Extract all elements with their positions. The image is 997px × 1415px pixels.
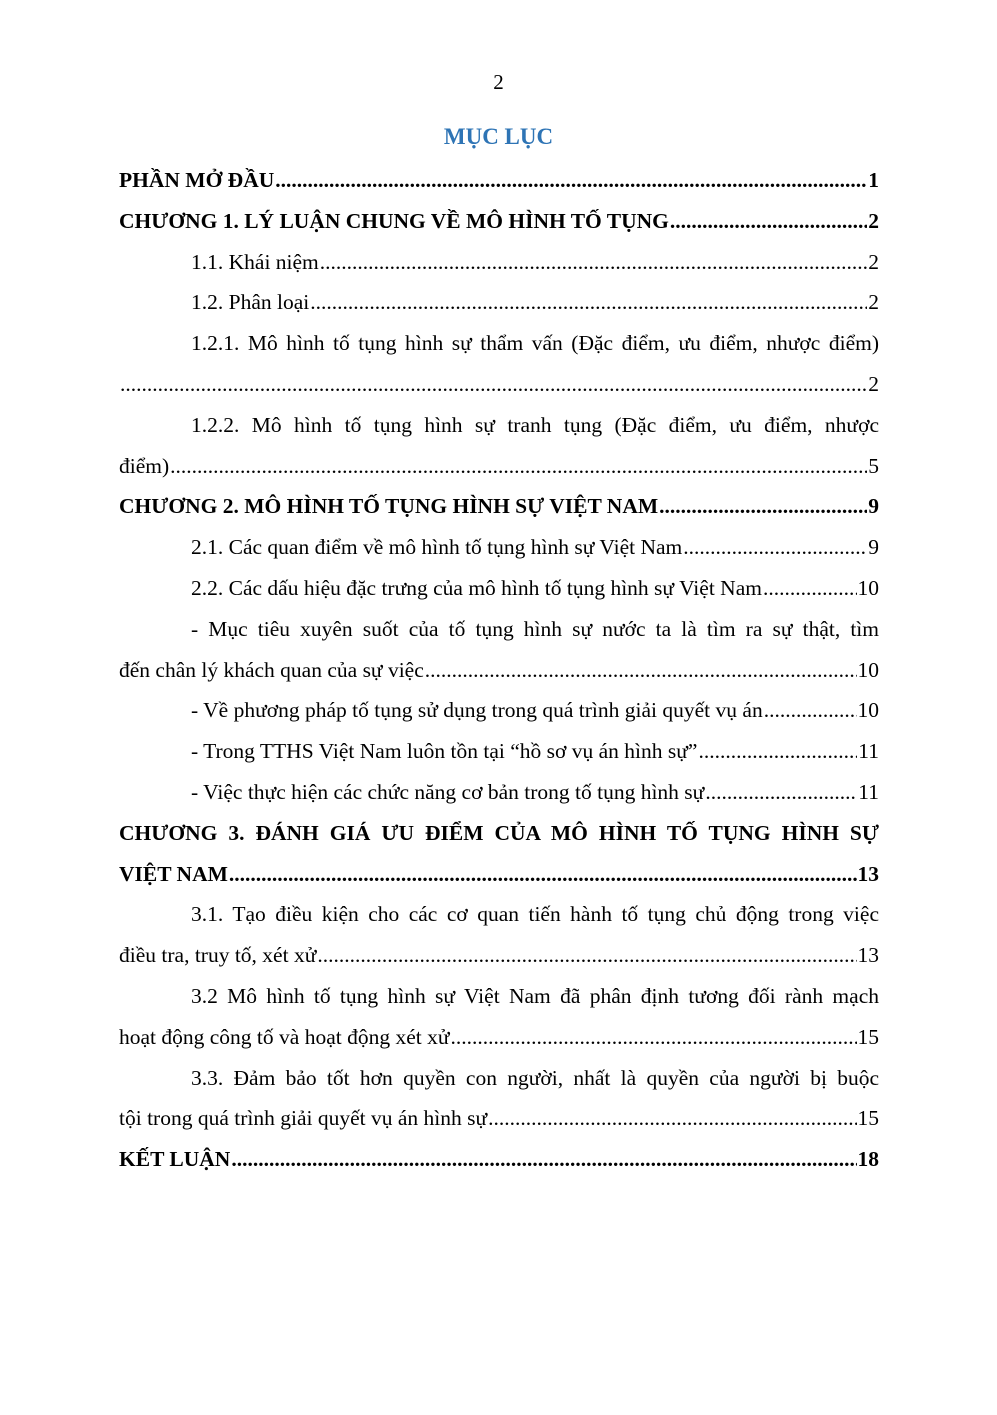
toc-entry-1-2[interactable] [119,282,879,323]
toc-page-number: 13 [857,943,879,968]
page-number: 2 [493,70,504,94]
toc-page-number: 1 [868,168,879,192]
toc-entry-text: 2.2. Các dấu hiệu đặc trưng của mô hình tố tụng hình sự Việt Nam [191,575,762,600]
toc-page-number: 2 [868,208,879,233]
leader-dots [451,1017,857,1058]
toc-page-number: 18 [857,1147,879,1172]
toc-entry-intro[interactable] [119,160,879,201]
toc-page-number: 2 [868,290,879,315]
toc-entry-text-continued: hoạt động công tố và hoạt động xét xử [119,1024,450,1049]
toc-entry-text-continued: đến chân lý khách quan của sự việc [119,657,424,682]
leader-dots [659,486,867,527]
toc-page-number: 2 [868,249,879,274]
toc-entry-text: 1.2. Phân loại [191,290,310,315]
toc-entry-chapter-1[interactable] [119,201,879,242]
toc-entry-text-continued: VIỆT NAM [119,861,228,886]
toc-entry-2-1[interactable] [119,527,879,568]
toc-entry-1-2-2[interactable] [119,405,879,487]
toc-title: MỤC LỤC [443,124,554,149]
toc-entry-text: 1.2.1. Mô hình tố tụng hình sự thẩm vấn (Đặc điểm, ưu điểm, nhược điểm) [191,331,879,356]
toc-entry-chapter-2[interactable] [119,486,879,527]
toc-page-number: 10 [857,575,879,600]
toc-entry-method[interactable] [119,690,879,731]
toc-page-number: 10 [857,657,879,682]
toc-entry-2-2[interactable] [119,568,879,609]
toc-entry-text: PHẦN MỞ ĐẦU [119,168,275,192]
toc-page-number: 2 [868,371,879,396]
leader-dots [275,160,867,201]
leader-dots [170,446,867,487]
toc-entry-functions[interactable] [119,772,879,813]
toc-entry-text: 1.2.2. Mô hình tố tụng hình sự tranh tụng (Đặc điểm, ưu điểm, nhược [191,412,879,437]
toc-entry-text-continued: điều tra, truy tố, xét xử [119,943,317,968]
leader-dots [705,772,857,813]
toc-page-number: 15 [857,1024,879,1049]
toc-entry-3-3[interactable] [119,1058,879,1140]
toc-entry-text-continued: tội trong quá trình giải quyết vụ án hình sự [119,1106,488,1131]
toc-entry-case-file[interactable] [119,731,879,772]
toc-entry-1-1[interactable] [119,242,879,283]
leader-dots [425,650,857,691]
toc-page-number: 10 [857,698,879,723]
toc-entry-text: CHƯƠNG 2. MÔ HÌNH TỐ TỤNG HÌNH SỰ VIỆT NAM [119,494,659,519]
toc-entry-text: KẾT LUẬN [119,1147,231,1172]
toc-entry-3-1[interactable] [119,894,879,976]
leader-dots [488,1098,856,1139]
toc-entry-text: 3.2 Mô hình tố tụng hình sự Việt Nam đã phân định tương đối rành mạch [191,983,879,1008]
leader-dots [763,568,857,609]
leader-dots [698,731,857,772]
toc-page-number: 11 [858,739,879,764]
toc-entry-text: - Việc thực hiện các chức năng cơ bản trong tố tụng hình sự [191,779,705,804]
toc-entry-chapter-3[interactable] [119,813,879,895]
leader-dots [229,854,857,895]
toc-entry-text: - Mục tiêu xuyên suốt của tố tụng hình sự nước ta là tìm ra sự thật, tìm [191,616,879,641]
toc-entry-text-continued: điểm) [119,453,170,478]
toc-entry-text: CHƯƠNG 1. LÝ LUẬN CHUNG VỀ MÔ HÌNH TỐ TỤNG [119,208,669,233]
leader-dots [231,1139,856,1180]
toc-entry-objective[interactable] [119,609,879,691]
toc-entry-conclusion[interactable] [119,1139,879,1180]
toc-entry-text: 2.1. Các quan điểm về mô hình tố tụng hình sự Việt Nam [191,535,683,560]
toc-page-number: 13 [857,861,879,886]
toc-page-number: 15 [857,1106,879,1131]
table-of-contents [119,160,879,1180]
leader-dots [764,690,857,731]
toc-entry-1-2-1[interactable] [119,323,879,405]
toc-entry-text: - Về phương pháp tố tụng sử dụng trong quá trình giải quyết vụ án [191,698,763,723]
leader-dots [320,242,867,283]
leader-dots [670,201,867,242]
toc-entry-text: CHƯƠNG 3. ĐÁNH GIÁ ƯU ĐIỂM CỦA MÔ HÌNH TỐ TỤNG HÌNH SỰ [119,820,879,845]
toc-page-number: 9 [868,535,879,560]
leader-dots [120,364,867,405]
leader-dots [683,527,867,568]
toc-page-number: 11 [858,779,879,804]
toc-page-number: 9 [868,494,879,519]
toc-page-number: 5 [868,453,879,478]
leader-dots [317,935,856,976]
toc-entry-text: 1.1. Khái niệm [191,249,319,274]
toc-entry-text: 3.1. Tạo điều kiện cho các cơ quan tiến hành tố tụng chủ động trong việc [191,902,879,927]
leader-dots [310,282,867,323]
toc-entry-text: - Trong TTHS Việt Nam luôn tồn tại “hồ sơ vụ án hình sự” [191,739,698,764]
toc-entry-text: 3.3. Đảm bảo tốt hơn quyền con người, nhất là quyền của người bị buộc [191,1065,879,1090]
toc-entry-3-2[interactable] [119,976,879,1058]
